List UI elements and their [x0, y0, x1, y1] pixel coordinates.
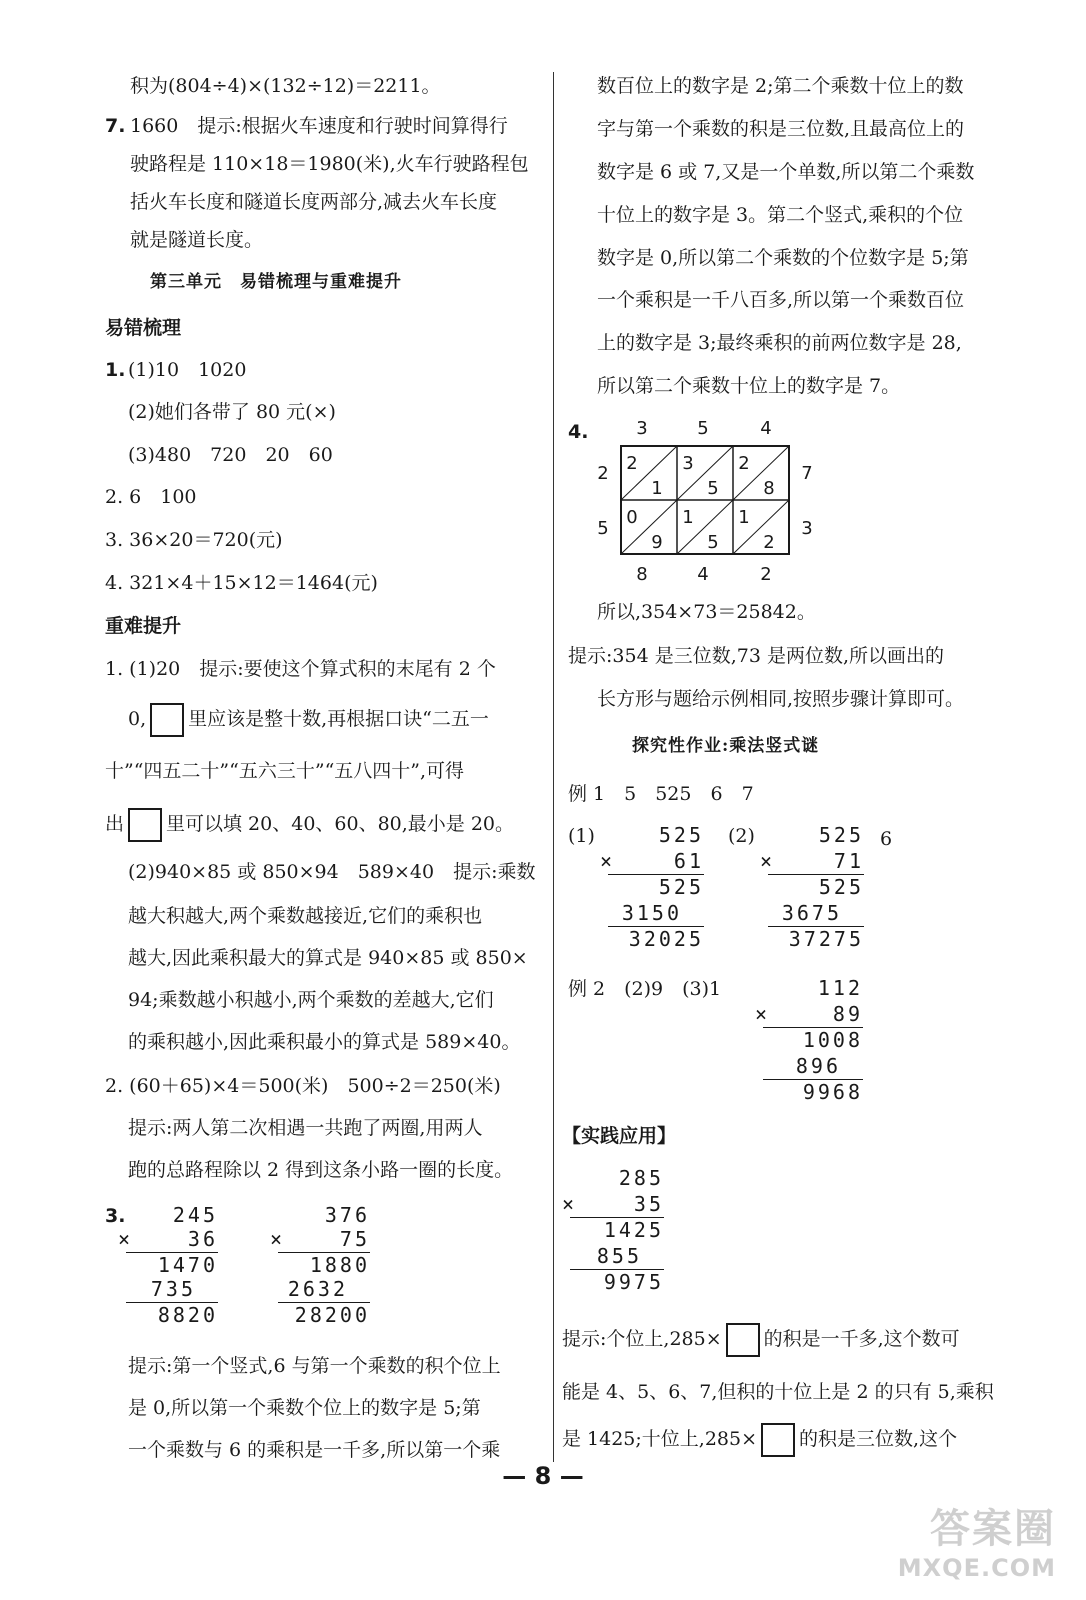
grid-cell-lower: 5 — [707, 478, 719, 499]
right-line-6: 一个乘积是一千八百多,所以第一个乘数百位 — [597, 289, 965, 311]
z1-line-3: 十”“四五二十”“五六三十”“五八四十”,可得 — [105, 760, 465, 782]
q4-result: 所以,354×73＝25842。 — [597, 601, 816, 623]
q4-number: 4. — [568, 421, 589, 443]
grid-left-digit: 5 — [597, 518, 609, 539]
right-line-8: 所以第二个乘数十位上的数字是 7。 — [597, 375, 901, 397]
practice-heading: 【实践应用】 — [562, 1125, 677, 1147]
page-number: — 8 — — [502, 1462, 584, 1490]
z3-hint-1: 提示:第一个竖式,6 与第一个乘数的积个位上 — [128, 1355, 501, 1377]
grid-cell-upper: 2 — [738, 453, 750, 474]
blank-box — [128, 808, 162, 842]
grid-cell-upper: 3 — [682, 453, 694, 474]
z2-line-3: 跑的总路程除以 2 得到这条小路一圈的长度。 — [128, 1159, 514, 1181]
y2: 2. 6 100 — [105, 486, 197, 508]
q7-number: 7. — [105, 115, 126, 137]
z1-line-5: (2)940×85 或 850×94 589×40 提示:乘数 — [128, 861, 536, 883]
example-1-part-1: (1) — [568, 825, 595, 847]
right-line-1: 数百位上的数字是 2;第二个乘数十位上的数 — [597, 75, 964, 97]
example-1-part-2: (2) — [728, 825, 755, 847]
z3-hint-2: 是 0,所以第一个乘数个位上的数字是 5;第 — [128, 1397, 481, 1419]
blank-box — [726, 1323, 760, 1357]
z1-line-8: 94;乘数越小积越小,两个乘数的差越大,它们 — [128, 989, 494, 1011]
right-line-2: 字与第一个乘数的积是三位数,且最高位上的 — [597, 118, 965, 140]
blank-box — [150, 703, 184, 737]
z1-line-1: 1. (1)20 提示:要使这个算式积的末尾有 2 个 — [105, 658, 496, 680]
q7-line-3: 括火车长度和隧道长度两部分,减去火车长度 — [130, 191, 498, 213]
vertical-mult-2: 376 × 75 1880 2632 28200 — [270, 1203, 370, 1327]
column-divider — [553, 72, 554, 1462]
watermark — [898, 1497, 1056, 1582]
y1-b: (2)她们各带了 80 元(×) — [128, 401, 336, 423]
practice-hint-3: 是 1425;十位上,285× 的积是三位数,这个 — [562, 1423, 957, 1457]
practice-hint-2: 能是 4、5、6、7,但积的十位上是 2 的只有 5,乘积 — [562, 1381, 994, 1403]
z3-hint-3: 一个乘数与 6 的乘积是一千多,所以第一个乘 — [128, 1439, 501, 1461]
z1-line-4: 出 里可以填 20、40、60、80,最小是 20。 — [105, 808, 514, 842]
q7-line-1: 1660 提示:根据火车速度和行驶时间算得行 — [130, 115, 508, 137]
grid-top-digit: 5 — [697, 418, 709, 439]
example-1-six: 6 — [880, 828, 893, 850]
grid-cell-lower: 8 — [763, 478, 775, 499]
vertical-mult-6: 285 × 35 1425 855 9975 — [562, 1166, 664, 1294]
z1-line-2: 0, 里应该是整十数,再根据口诀“二五一 — [128, 703, 489, 737]
grid-bottom-digit: 4 — [697, 564, 709, 585]
grid-left-digit: 2 — [597, 463, 609, 484]
blank-box — [761, 1423, 795, 1457]
grid-cell-lower: 1 — [651, 478, 663, 499]
vertical-mult-4: 525 × 71 525 3675 37275 — [760, 823, 864, 951]
z1-line-9: 的乘积越小,因此乘积最小的算式是 589×40。 — [128, 1031, 521, 1053]
q7-line-2: 驶路程是 110×18＝1980(米),火车行驶路程包 — [130, 153, 529, 175]
watermark-url: MXQE.COM — [897, 1554, 1056, 1582]
vertical-mult-3: 525 × 61 525 3150 32025 — [600, 823, 704, 951]
grid-top-digit: 4 — [760, 418, 772, 439]
y3: 3. 36×20＝720(元) — [105, 529, 283, 551]
z2-line-2: 提示:两人第二次相遇一共跑了两圈,用两人 — [128, 1117, 483, 1139]
practice-hint-1: 提示:个位上,285× 的积是一千多,这个数可 — [562, 1323, 960, 1357]
watermark-logo-text: 答案圈 — [930, 1506, 1056, 1552]
section-yicuo: 易错梳理 — [105, 317, 182, 339]
vertical-mult-5: 112 × 89 1008 896 9968 — [755, 976, 863, 1104]
q4-hint-1: 提示:354 是三位数,73 是两位数,所以画出的 — [568, 645, 945, 667]
grid-bottom-digit: 2 — [760, 564, 772, 585]
grid-cell-lower: 9 — [651, 532, 663, 553]
unit-title: 第三单元 易错梳理与重难提升 — [150, 272, 402, 292]
y1-number: 1. — [105, 359, 126, 381]
q7-line-4: 就是隧道长度。 — [130, 229, 264, 251]
grid-cell-upper: 1 — [682, 507, 694, 528]
z1-line-6: 越大积越大,两个乘数越接近,它们的乘积也 — [128, 905, 483, 927]
z3-number: 3. — [105, 1205, 126, 1227]
grid-right-digit: 3 — [801, 518, 813, 539]
example-1: 例 1 5 525 6 7 — [568, 783, 754, 805]
grid-top-digit: 3 — [636, 418, 648, 439]
vertical-mult-1: 245 × 36 1470 735 8820 — [118, 1203, 218, 1327]
grid-cell-upper: 0 — [626, 507, 638, 528]
grid-cell-lower: 5 — [707, 532, 719, 553]
y1-a: (1)10 1020 — [128, 359, 247, 381]
y1-c: (3)480 720 20 60 — [128, 444, 333, 466]
q4-hint-2: 长方形与题给示例相同,按照步骤计算即可。 — [597, 688, 965, 710]
grid-right-digit: 7 — [801, 463, 813, 484]
grid-cell-upper: 2 — [626, 453, 638, 474]
example-2: 例 2 (2)9 (3)1 — [568, 978, 722, 1000]
y4: 4. 321×4＋15×12＝1464(元) — [105, 572, 378, 594]
section-zhongnan: 重难提升 — [105, 615, 182, 637]
explore-title: 探究性作业:乘法竖式谜 — [632, 736, 820, 756]
left-line-1: 积为(804÷4)×(132÷12)＝2211。 — [130, 75, 441, 97]
lattice-grid — [585, 412, 825, 592]
right-line-4: 十位上的数字是 3。第二个竖式,乘积的个位 — [597, 204, 964, 226]
right-line-3: 数字是 6 或 7,又是一个单数,所以第二个乘数 — [597, 161, 975, 183]
z1-line-7: 越大,因此乘积最大的算式是 940×85 或 850× — [128, 947, 528, 969]
right-line-5: 数字是 0,所以第二个乘数的个位数字是 5;第 — [597, 247, 969, 269]
grid-bottom-digit: 8 — [636, 564, 648, 585]
grid-cell-upper: 1 — [738, 507, 750, 528]
right-line-7: 上的数字是 3;最终乘积的前两位数字是 28, — [597, 332, 962, 354]
z2-line-1: 2. (60＋65)×4＝500(米) 500÷2＝250(米) — [105, 1075, 501, 1097]
grid-cell-lower: 2 — [763, 532, 775, 553]
